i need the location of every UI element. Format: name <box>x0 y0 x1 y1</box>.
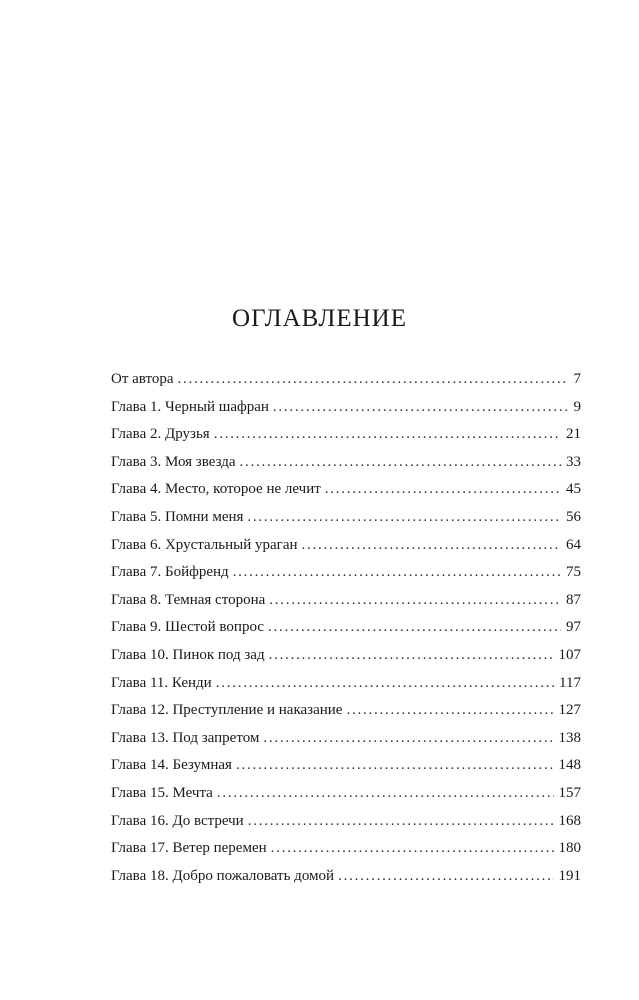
toc-entry-page: 168 <box>558 812 581 829</box>
toc-entry-page: 87 <box>566 591 581 608</box>
toc-entry <box>111 366 581 394</box>
toc-entry-page: 75 <box>566 564 581 581</box>
toc-leader-dots <box>178 366 569 394</box>
toc-entry-label: Глава 5. Помни меня <box>111 508 244 525</box>
toc-entry <box>111 780 581 808</box>
toc-entry-label: Глава 17. Ветер перемен <box>111 840 267 857</box>
toc-entry <box>111 697 581 725</box>
toc-entry <box>111 725 581 753</box>
toc-leader-dots <box>236 752 554 780</box>
toc-entry-label: Глава 11. Кенди <box>111 674 212 691</box>
toc-leader-dots <box>247 504 561 532</box>
toc-leader-dots <box>325 476 561 504</box>
toc-entry-page: 97 <box>566 619 581 636</box>
toc-entry-label: Глава 16. До встречи <box>111 812 244 829</box>
toc-entry-label: Глава 3. Моя звезда <box>111 453 236 470</box>
toc-leader-dots <box>269 642 554 670</box>
toc-entry-page: 56 <box>566 508 581 525</box>
toc-entry-label: Глава 6. Хрустальный ураган <box>111 536 298 553</box>
toc-entry-page: 64 <box>566 536 581 553</box>
toc-entry-page: 138 <box>558 729 581 746</box>
toc-entry-page: 107 <box>558 646 581 663</box>
toc-leader-dots <box>216 670 554 698</box>
toc-entry-label: Глава 12. Преступление и наказание <box>111 702 343 719</box>
toc-leader-dots <box>248 808 554 836</box>
toc-leader-dots <box>233 559 561 587</box>
toc-entry-page: 180 <box>558 840 581 857</box>
toc-entry <box>111 752 581 780</box>
toc-list <box>111 366 581 890</box>
toc-entry-label: Глава 9. Шестой вопрос <box>111 619 264 636</box>
toc-entry-label: Глава 1. Черный шафран <box>111 398 269 415</box>
toc-entry-label: Глава 15. Мечта <box>111 784 213 801</box>
toc-entry-label: Глава 13. Под запретом <box>111 729 260 746</box>
toc-entry <box>111 863 581 891</box>
toc-entry <box>111 449 581 477</box>
toc-entry-page: 9 <box>573 398 581 415</box>
toc-entry <box>111 587 581 615</box>
toc-entry <box>111 670 581 698</box>
toc-entry <box>111 421 581 449</box>
toc-entry-label: Глава 10. Пинок под зад <box>111 646 265 663</box>
toc-leader-dots <box>214 421 561 449</box>
toc-entry-label: Глава 8. Темная сторона <box>111 591 266 608</box>
toc-entry <box>111 476 581 504</box>
toc-leader-dots <box>240 449 561 477</box>
toc-entry-label: От автора <box>111 371 174 387</box>
toc-entry-page: 21 <box>566 426 581 443</box>
toc-leader-dots <box>271 835 554 863</box>
toc-entry-label: Глава 7. Бойфренд <box>111 564 229 581</box>
toc-entry <box>111 394 581 422</box>
toc-entry <box>111 835 581 863</box>
toc-entry-label: Глава 18. Добро пожаловать домой <box>111 867 335 884</box>
toc-leader-dots <box>346 697 553 725</box>
toc-entry <box>111 504 581 532</box>
toc-entry <box>111 808 581 836</box>
toc-leader-dots <box>302 532 561 560</box>
toc-entry-label: Глава 4. Место, которое не лечит <box>111 481 321 498</box>
toc-leader-dots <box>263 725 553 753</box>
toc-leader-dots <box>273 394 569 422</box>
toc-entry-page: 117 <box>559 674 581 691</box>
toc-entry-page: 33 <box>566 453 581 470</box>
toc-entry-page: 45 <box>566 481 581 498</box>
toc-entry <box>111 559 581 587</box>
toc-leader-dots <box>268 614 561 642</box>
toc-entry-page: 7 <box>573 371 581 387</box>
toc-entry <box>111 614 581 642</box>
toc-entry <box>111 642 581 670</box>
toc-entry-label: Глава 14. Безумная <box>111 757 232 774</box>
toc-leader-dots <box>217 780 554 808</box>
toc-entry-page: 191 <box>558 867 581 884</box>
toc-entry <box>111 532 581 560</box>
toc-title: ОГЛАВЛЕНИЕ <box>232 305 407 332</box>
toc-entry-page: 148 <box>558 757 581 774</box>
toc-entry-page: 157 <box>558 784 581 801</box>
toc-entry-page: 127 <box>558 702 581 719</box>
toc-leader-dots <box>269 587 561 615</box>
toc-entry-label: Глава 2. Друзья <box>111 426 210 443</box>
toc-leader-dots <box>338 863 553 891</box>
